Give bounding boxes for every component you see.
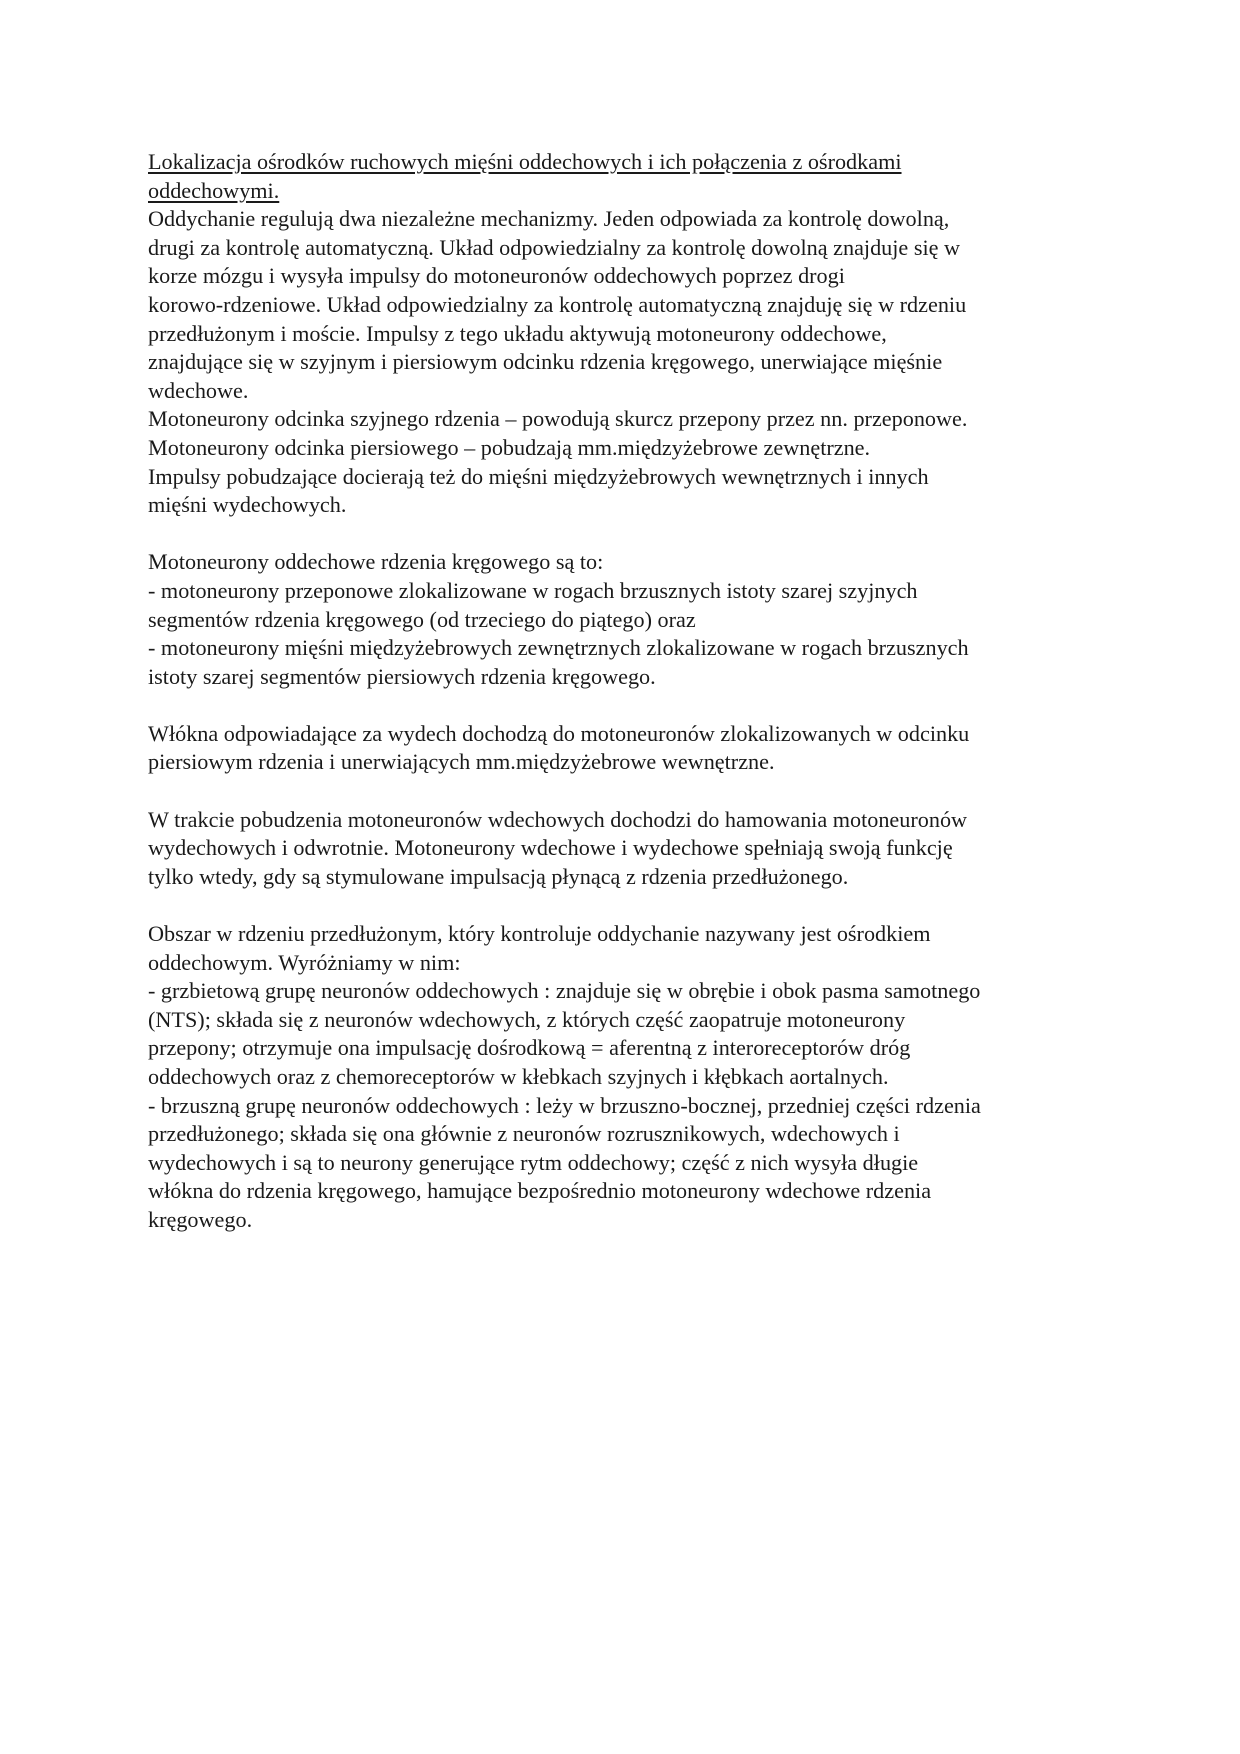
paragraph-regulation: [148, 205, 1093, 520]
text-line: korze mózgu i wysyła impulsy do motoneuronów oddechowych poprzez drogi: [148, 263, 845, 289]
text-line: Motoneurony oddechowe rdzenia kręgowego są to:: [148, 549, 604, 575]
text-line: Motoneurony odcinka piersiowego – pobudzają mm.międzyżebrowe zewnętrzne.: [148, 434, 871, 460]
title-line: oddechowymi.: [148, 177, 280, 203]
paragraph-spinal-motoneurons: [148, 548, 1093, 691]
text-line: - grzbietową grupę neuronów oddechowych : znajduje się w obrębie i obok pasma samotnego: [148, 978, 981, 1004]
text-line: wdechowe.: [148, 377, 249, 403]
text-line: wydechowych i są to neurony generujące rytm oddechowy; część z nich wysyła długie: [148, 1149, 919, 1175]
text-line: kręgowego.: [148, 1206, 253, 1232]
text-line: drugi za kontrolę automatyczną. Układ odpowiedzialny za kontrolę dowolną znajduje się w: [148, 234, 961, 260]
text-line: tylko wtedy, gdy są stymulowane impulsacją płynącą z rdzenia przedłużonego.: [148, 863, 849, 889]
document-page: [148, 148, 1093, 1235]
paragraph-inhibition: [148, 806, 1093, 892]
text-line: przedłużonego; składa się ona głównie z neuronów rozrusznikowych, wdechowych i: [148, 1121, 900, 1147]
text-line: włókna do rdzenia kręgowego, hamujące bezpośrednio motoneurony wdechowe rdzenia: [148, 1178, 932, 1204]
text-line: znajdujące się w szyjnym i piersiowym odcinku rdzenia kręgowego, unerwiające mięśnie: [148, 349, 943, 375]
text-line: - motoneurony przeponowe zlokalizowane w rogach brzusznych istoty szarej szyjnych: [148, 577, 918, 603]
text-line: korowo-rdzeniowe. Układ odpowiedzialny za kontrolę automatyczną znajduję się w rdzeniu: [148, 291, 967, 317]
text-line: mięśni wydechowych.: [148, 492, 347, 518]
document-title: [148, 148, 1093, 205]
paragraph-spacer: [148, 520, 1093, 549]
title-line: Lokalizacja ośrodków ruchowych mięśni oddechowych i ich połączenia z ośrodkami: [148, 149, 902, 174]
text-line: wydechowych i odwrotnie. Motoneurony wdechowe i wydechowe spełniają swoją funkcję: [148, 835, 953, 861]
paragraph-spacer: [148, 777, 1093, 806]
paragraph-spacer: [148, 891, 1093, 920]
text-line: W trakcie pobudzenia motoneuronów wdechowych dochodzi do hamowania motoneuronów: [148, 806, 968, 832]
text-line: (NTS); składa się z neuronów wdechowych, z których część zaopatruje motoneurony: [148, 1006, 906, 1032]
paragraph-respiratory-center: [148, 920, 1093, 1235]
paragraph-expiration-fibers: [148, 720, 1093, 777]
text-line: Włókna odpowiadające za wydech dochodzą do motoneuronów zlokalizowanych w odcinku: [148, 720, 970, 746]
text-line: Obszar w rdzeniu przedłużonym, który kontroluje oddychanie nazywany jest ośrodkiem: [148, 921, 931, 947]
text-line: oddechowych oraz z chemoreceptorów w kłebkach szyjnych i kłębkach aortalnych.: [148, 1064, 889, 1089]
text-line: - brzuszną grupę neuronów oddechowych : leży w brzuszno-bocznej, przedniej części rdzenia: [148, 1092, 981, 1118]
text-line: istoty szarej segmentów piersiowych rdzenia kręgowego.: [148, 663, 656, 689]
text-line: przedłużonym i moście. Impulsy z tego układu aktywują motoneurony oddechowe,: [148, 320, 887, 346]
text-line: Impulsy pobudzające docierają też do mięśni międzyżebrowych wewnętrznych i innych: [148, 463, 929, 489]
paragraph-spacer: [148, 691, 1093, 720]
text-line: oddechowym. Wyróżniamy w nim:: [148, 949, 461, 975]
text-line: Motoneurony odcinka szyjnego rdzenia – powodują skurcz przepony przez nn. przeponowe.: [148, 406, 968, 432]
text-line: - motoneurony mięśni międzyżebrowych zewnętrznych zlokalizowane w rogach brzusznych: [148, 635, 969, 661]
text-line: piersiowym rdzenia i unerwiających mm.międzyżebrowe wewnętrzne.: [148, 749, 775, 775]
text-line: segmentów rdzenia kręgowego (od trzeciego do piątego) oraz: [148, 606, 696, 632]
text-line: przepony; otrzymuje ona impulsację dośrodkową = aferentną z interoreceptorów dróg: [148, 1035, 911, 1061]
text-line: Oddychanie regulują dwa niezależne mechanizmy. Jeden odpowiada za kontrolę dowolną,: [148, 206, 950, 232]
